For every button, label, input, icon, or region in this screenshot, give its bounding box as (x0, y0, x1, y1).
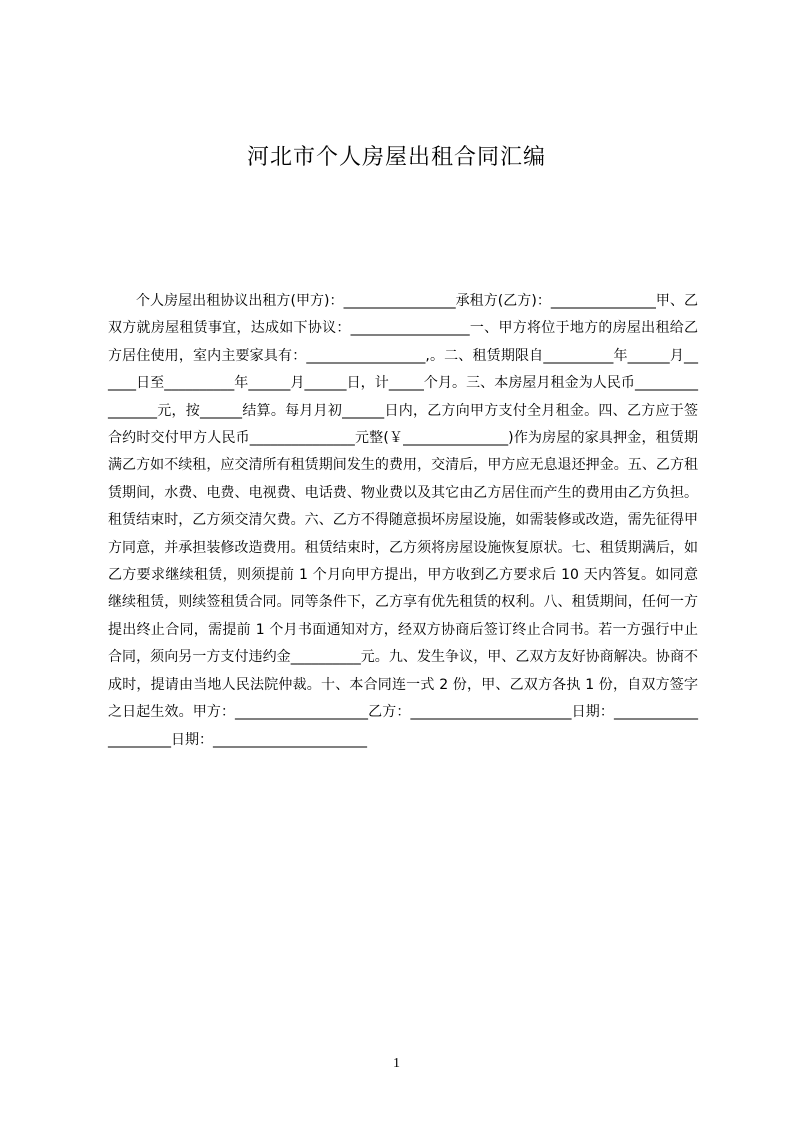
document-title: 河北市个人房屋出租合同汇编 (246, 145, 546, 170)
page-number: 1 (393, 1056, 400, 1071)
contract-body: 个人房屋出租协议出租方(甲方)：________________承租方(乙方)：_______________甲、乙双方就房屋租赁事宜，达成如下协议：_________________一、甲方将位于地方的房屋出租给乙方居住使用，室内主要家具有：_________________,。二、租赁期限自__________年______月______日至__________年______月______日，计_____个月。三、本房屋月租金为人民币________________元，按______结算。每月月初______日内，乙方向甲方支付全月租金。四、乙方应于签合约时交付甲方人民币_______________元整(￥_______________)作为房屋的家具押金，租赁期满乙方如不续租，应交清所有租赁期间发生的费用，交清后，甲方应无息退还押金。五、乙方租赁期间，水费、电费、电视费、电话费、物业费以及其它由乙方居住而产生的费用由乙方负担。租赁结束时，乙方须交清欠费。六、乙方不得随意损坏房屋设施，如需装修或改造，需先征得甲方同意，并承担装修改造费用。租赁结束时，乙方须将房屋设施恢复原状。七、租赁期满后，如乙方要求继续租赁，则须提前 1 个月向甲方提出，甲方收到乙方要求后 10 天内答复。如同意继续租赁，则续签租赁合同。同等条件下，乙方享有优先租赁的权利。八、租赁期间，任何一方提出终止合同，需提前 1 个月书面通知对方，经双方协商后签订终止合同书。若一方强行中止合同，须向另一方支付违约金__________元。九、发生争议，甲、乙双方友好协商解决。协商不成时，提请由当地人民法院仲裁。十、本合同连一式 2 份，甲、乙双方各执 1 份，自双方签字之日起生效。甲方：___________________乙方：_______________________日期：_____________________日期：______________________ (108, 293, 698, 748)
